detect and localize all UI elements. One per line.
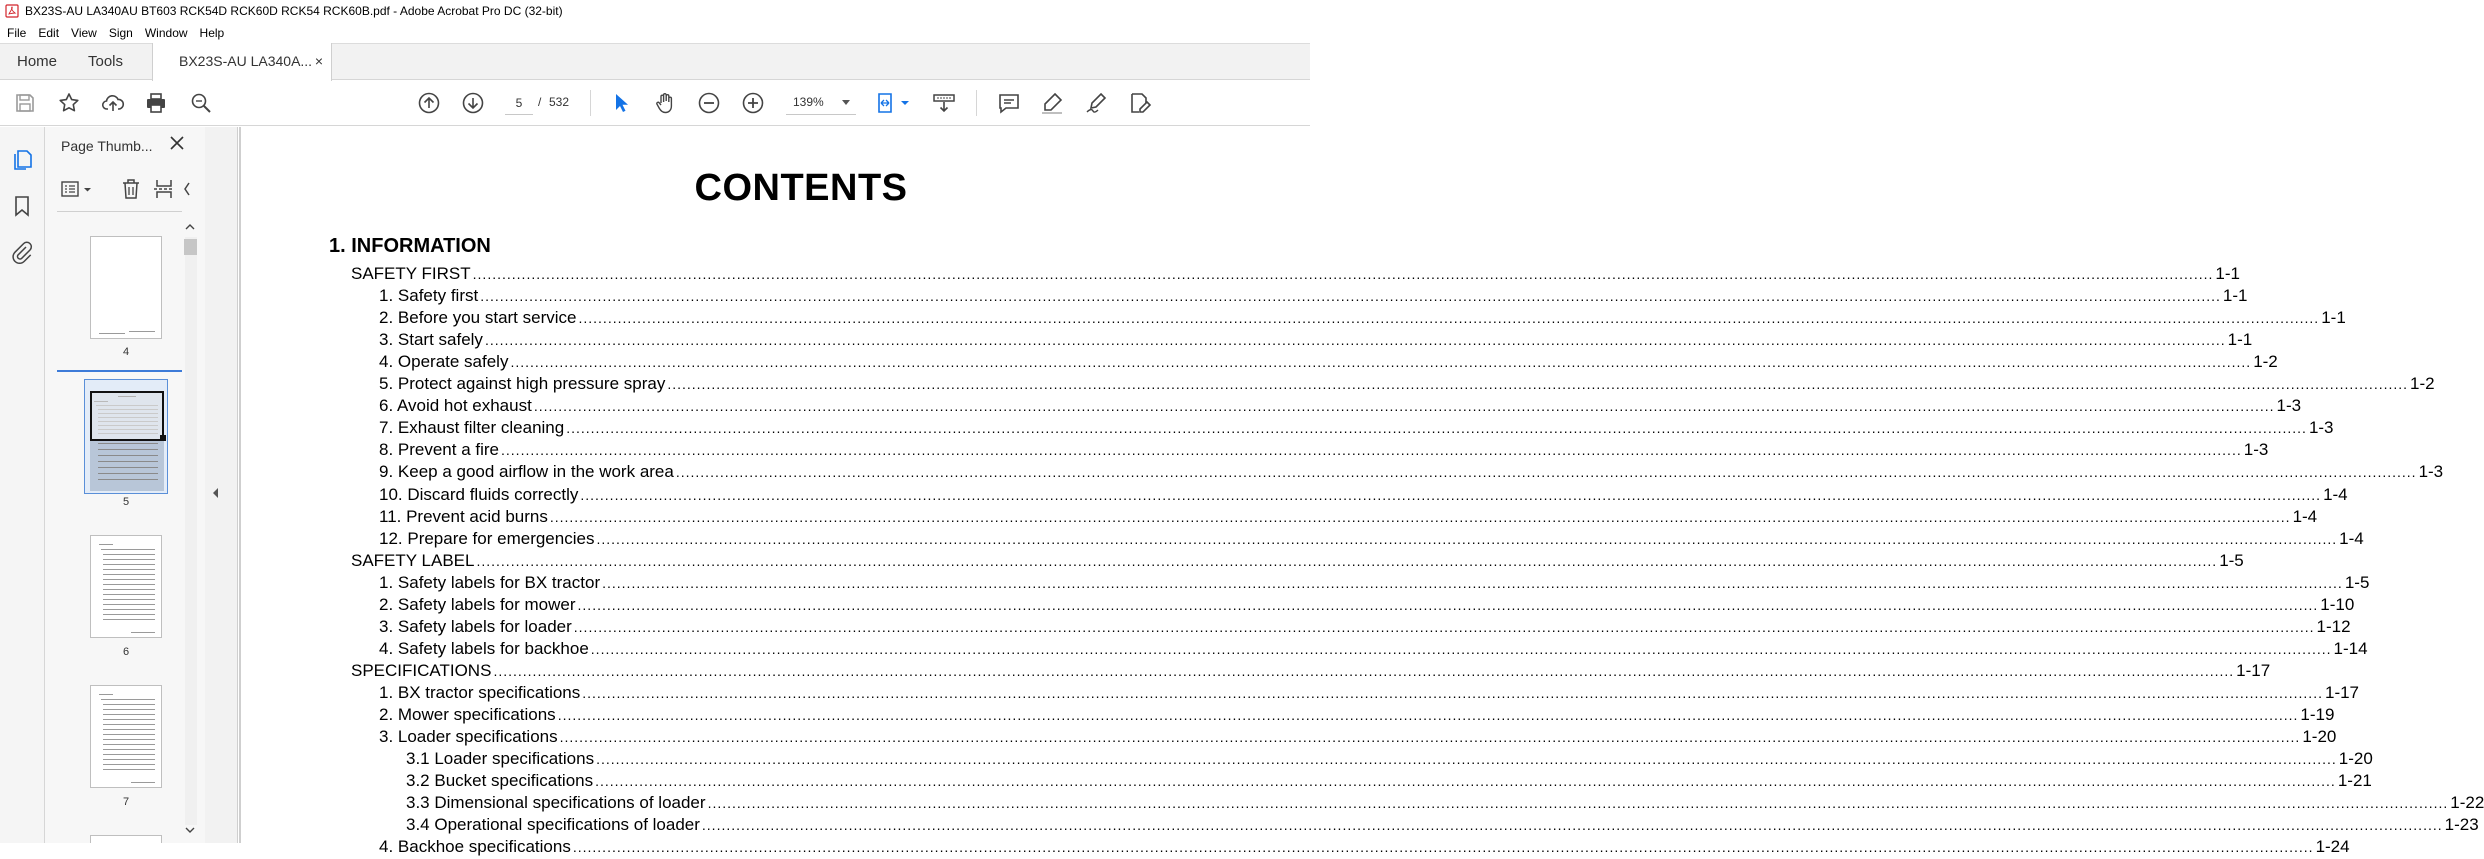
toc-entry-page: 1-24 xyxy=(2315,837,2350,856)
toc-leader-dots xyxy=(573,839,2314,855)
more-tools-icon[interactable] xyxy=(183,177,193,201)
toc-entry[interactable] xyxy=(379,639,2368,661)
toc-entry-page: 1-17 xyxy=(2324,683,2360,702)
toc-entry[interactable] xyxy=(379,485,2348,507)
toc-entry-title: 6. Avoid hot exhaust xyxy=(379,396,532,415)
toc-entry-title: 1. Safety first xyxy=(379,286,479,305)
highlight-pen-icon[interactable] xyxy=(1040,91,1064,115)
toc-entry-title: 4. Operate safely xyxy=(379,352,509,371)
toc-leader-dots xyxy=(582,685,2323,701)
toc-leader-dots xyxy=(580,487,2321,503)
toc-leader-dots xyxy=(595,773,2336,789)
attachment-icon[interactable] xyxy=(10,240,34,264)
toc-leader-dots xyxy=(493,663,2234,679)
tab-bar xyxy=(0,43,1310,80)
toc-leader-dots xyxy=(534,398,2275,414)
page-thumbnail[interactable] xyxy=(90,685,162,788)
toc-entry[interactable] xyxy=(379,727,2337,749)
section-heading: 1. INFORMATION xyxy=(329,235,491,257)
arrow-up-circle-icon[interactable] xyxy=(417,91,441,115)
toc-entry-title: 3.1 Loader specifications xyxy=(406,749,595,768)
toc-entry-page: 1-5 xyxy=(2344,573,2370,592)
toc-leader-dots xyxy=(476,553,2217,569)
page-thumbnail-number: 4 xyxy=(122,346,130,358)
tab-document[interactable] xyxy=(152,43,332,81)
toc-entry-page: 1-3 xyxy=(2418,462,2444,481)
toc-entry-title: 2. Safety labels for mower xyxy=(379,595,576,614)
page-number-input[interactable] xyxy=(505,91,533,115)
toc-entry-page: 1-2 xyxy=(2253,352,2278,371)
resize-handle[interactable] xyxy=(160,435,166,441)
toc-leader-dots xyxy=(566,420,2307,436)
toc-entry-title: 2. Before you start service xyxy=(379,308,577,327)
page-thumbnails-panel xyxy=(45,127,205,843)
toc-entry-page: 1-17 xyxy=(2236,661,2271,680)
acrobat-app-icon xyxy=(5,4,19,18)
tab-close-icon[interactable]: × xyxy=(314,53,323,69)
toc-entry[interactable] xyxy=(379,507,2318,529)
toc-entry-title: SAFETY FIRST xyxy=(351,264,471,283)
toolbar xyxy=(0,81,1310,126)
window-title: BX23S-AU LA340AU BT603 RCK54D RCK60D RCK54 RCK60B.pdf - Adobe Acrobat Pro DC (32-bit) xyxy=(25,4,563,18)
panel-toolbar xyxy=(57,177,197,205)
toc-entry-title: 5. Protect against high pressure spray xyxy=(379,374,666,393)
comment-icon[interactable] xyxy=(997,91,1021,115)
toc-leader-dots xyxy=(602,575,2343,591)
toc-leader-dots xyxy=(480,288,2221,304)
menu-window[interactable]: Window xyxy=(144,25,188,40)
toc-entry-title: 7. Exhaust filter cleaning xyxy=(379,418,565,437)
cursor-arrow-icon[interactable] xyxy=(609,91,633,115)
toc-entry-page: 1-23 xyxy=(2444,815,2479,834)
toc-leader-dots xyxy=(578,597,2319,613)
toc-entry-title: 10. Discard fluids correctly xyxy=(379,485,579,504)
tab-tools[interactable]: Tools xyxy=(88,53,124,70)
toc-entry[interactable] xyxy=(379,396,2302,418)
menu-bar xyxy=(0,22,1310,43)
toc-entry-page: 1-4 xyxy=(2323,485,2348,504)
toc-entry-title: SAFETY LABEL xyxy=(351,551,475,570)
page-thumbnail-number: 5 xyxy=(122,496,130,508)
toc-entry[interactable] xyxy=(351,661,2271,683)
toolbar-divider xyxy=(976,90,977,116)
toc-leader-dots xyxy=(667,376,2408,392)
toc-entry-title: 1. Safety labels for BX tractor xyxy=(379,573,601,592)
toc-leader-dots xyxy=(596,531,2337,547)
page-thumbnail-number: 7 xyxy=(122,796,130,808)
page-thumbnail-number: 6 xyxy=(122,646,130,658)
panel-divider xyxy=(57,211,182,212)
menu-view[interactable]: View xyxy=(71,25,97,40)
print-icon[interactable] xyxy=(144,91,168,115)
title-bar xyxy=(0,0,1310,22)
toc-entry[interactable] xyxy=(406,793,2484,815)
toc-entry[interactable] xyxy=(379,529,2364,551)
tab-home[interactable]: Home xyxy=(17,53,58,70)
toc-entry-title: 3. Loader specifications xyxy=(379,727,558,746)
menu-edit[interactable]: Edit xyxy=(38,25,60,40)
bookmark-icon[interactable] xyxy=(10,194,34,218)
toc-leader-dots xyxy=(702,817,2443,833)
zoom-in-icon[interactable] xyxy=(741,91,765,115)
page-total: 532 xyxy=(549,95,570,109)
page-thumbnail[interactable] xyxy=(90,535,162,638)
save-icon[interactable] xyxy=(13,91,37,115)
page-thumbnails-icon[interactable] xyxy=(10,148,34,172)
page-thumbnail[interactable] xyxy=(90,835,162,843)
extract-pages-icon[interactable] xyxy=(152,177,176,201)
collapse-panel-icon[interactable] xyxy=(213,488,218,498)
toc-entry-page: 1-4 xyxy=(2339,529,2364,548)
page-thumbnail-selected[interactable] xyxy=(84,379,168,494)
toc-entry-title: 4. Safety labels for backhoe xyxy=(379,639,589,658)
toc-entry[interactable] xyxy=(379,705,2335,727)
arrow-down-circle-icon[interactable] xyxy=(461,91,485,115)
toc-entry[interactable] xyxy=(379,330,2253,352)
panel-title: Page Thumb... xyxy=(61,138,153,154)
toc-leader-dots xyxy=(574,619,2315,635)
toc-entry[interactable] xyxy=(379,573,2370,595)
document-view[interactable] xyxy=(239,127,2484,856)
toc-entry-page: 1-4 xyxy=(2292,507,2318,526)
toc-entry-page: 1-1 xyxy=(2215,264,2240,283)
toc-leader-dots xyxy=(501,442,2242,458)
zoom-out-icon[interactable] xyxy=(697,91,721,115)
toc-entry-page: 1-20 xyxy=(2338,749,2373,768)
toc-entry-title: 8. Prevent a fire xyxy=(379,440,500,459)
toc-entry[interactable] xyxy=(379,352,2278,374)
sign-icon[interactable] xyxy=(1084,91,1108,115)
toc-entry-title: 3.4 Operational specifications of loader xyxy=(406,815,700,834)
toc-leader-dots xyxy=(578,310,2319,326)
toc-entry-page: 1-21 xyxy=(2337,771,2372,790)
trash-icon[interactable] xyxy=(119,177,143,201)
toc-entry-title: 9. Keep a good airflow in the work area xyxy=(379,462,674,481)
toc-entry-page: 1-1 xyxy=(2227,330,2253,349)
scroll-up-icon[interactable] xyxy=(185,222,195,232)
upload-icon[interactable] xyxy=(101,91,125,115)
toc-entry-title: 3.3 Dimensional specifications of loader xyxy=(406,793,706,812)
toc-leader-dots xyxy=(485,332,2226,348)
toc-entry-page: 1-1 xyxy=(2222,286,2248,305)
toc-entry[interactable] xyxy=(379,462,2444,484)
toc-leader-dots xyxy=(596,751,2337,767)
toc-entry-page: 1-10 xyxy=(2320,595,2355,614)
toc-entry[interactable] xyxy=(406,815,2479,837)
toc-entry-page: 1-5 xyxy=(2219,551,2244,570)
toc-entry[interactable] xyxy=(379,374,2435,396)
menu-file[interactable]: File xyxy=(7,25,27,40)
edit-pdf-icon[interactable] xyxy=(1128,91,1152,115)
toc-entry[interactable] xyxy=(379,617,2351,639)
close-icon[interactable] xyxy=(169,135,185,151)
toc-entry-title: 2. Mower specifications xyxy=(379,705,556,724)
toc-entry[interactable] xyxy=(379,308,2346,330)
toc-leader-dots xyxy=(676,464,2417,480)
menu-help[interactable]: Help xyxy=(199,25,225,40)
toc-entry-page: 1-20 xyxy=(2302,727,2337,746)
panel-splitter[interactable] xyxy=(205,127,238,843)
toc-entry-page: 1-12 xyxy=(2316,617,2351,636)
toc-leader-dots xyxy=(560,729,2301,745)
toc-entry-page: 1-3 xyxy=(2308,418,2334,437)
toc-entry[interactable] xyxy=(379,837,2350,859)
tab-document-label: BX23S-AU LA340A... xyxy=(179,53,313,69)
star-icon[interactable] xyxy=(57,91,81,115)
toc-entry[interactable] xyxy=(351,551,2244,573)
toc-entry-page: 1-1 xyxy=(2321,308,2346,327)
scroll-track[interactable] xyxy=(185,237,197,825)
toc-entry[interactable] xyxy=(379,286,2248,308)
current-page-indicator xyxy=(57,370,182,372)
page-thumbnail[interactable] xyxy=(90,236,162,339)
visible-area-box[interactable] xyxy=(90,391,164,441)
toc-entry-title: 12. Prepare for emergencies xyxy=(379,529,595,548)
toc-entry[interactable] xyxy=(406,749,2373,771)
toc-entry-title: 4. Backhoe specifications xyxy=(379,837,571,856)
toc-entry-title: SPECIFICATIONS xyxy=(351,661,492,680)
left-navigation-rail xyxy=(0,127,45,843)
toc-entry-page: 1-22 xyxy=(2450,793,2484,812)
toc-entry[interactable] xyxy=(379,683,2360,705)
toc-entry[interactable] xyxy=(379,595,2355,617)
zoom-select[interactable] xyxy=(786,91,856,115)
options-menu-icon[interactable] xyxy=(60,177,94,201)
toc-entry-title: 3. Safety labels for loader xyxy=(379,617,572,636)
toc-entry[interactable] xyxy=(379,440,2269,462)
toc-leader-dots xyxy=(473,266,2214,282)
toc-entry-title: 3. Start safely xyxy=(379,330,483,349)
toc-entry[interactable] xyxy=(406,771,2372,793)
scroll-mode-icon[interactable] xyxy=(932,91,956,115)
toc-entry-title: 11. Prevent acid burns xyxy=(379,507,548,526)
toc-entry-page: 1-3 xyxy=(2276,396,2302,415)
menu-sign[interactable]: Sign xyxy=(108,25,133,40)
toolbar-divider xyxy=(590,90,591,116)
chevron-down-icon xyxy=(842,100,850,105)
toc-leader-dots xyxy=(591,641,2332,657)
fit-page-icon[interactable] xyxy=(875,91,911,115)
thumbnail-scrollbar[interactable] xyxy=(182,219,197,839)
toc-leader-dots xyxy=(708,795,2449,811)
scroll-down-icon[interactable] xyxy=(185,825,195,835)
zoom-search-icon[interactable] xyxy=(189,91,213,115)
toc-entry-page: 1-14 xyxy=(2333,639,2368,658)
toc-entry-page: 1-2 xyxy=(2410,374,2435,393)
toc-entry[interactable] xyxy=(379,418,2334,440)
toc-entry[interactable] xyxy=(351,264,2240,286)
toc-entry-title: 3.2 Bucket specifications xyxy=(406,771,594,790)
toc-entry-page: 1-19 xyxy=(2300,705,2335,724)
scroll-thumb[interactable] xyxy=(184,239,197,255)
page-separator: / xyxy=(538,95,542,109)
toc-leader-dots xyxy=(550,509,2291,525)
zoom-value: 139% xyxy=(793,95,824,109)
page-title: CONTENTS xyxy=(694,167,908,209)
toc-entry-title: 1. BX tractor specifications xyxy=(379,683,581,702)
toc-leader-dots xyxy=(558,707,2299,723)
toc-leader-dots xyxy=(510,354,2251,370)
toc-entry-page: 1-3 xyxy=(2243,440,2269,459)
hand-icon[interactable] xyxy=(653,91,677,115)
